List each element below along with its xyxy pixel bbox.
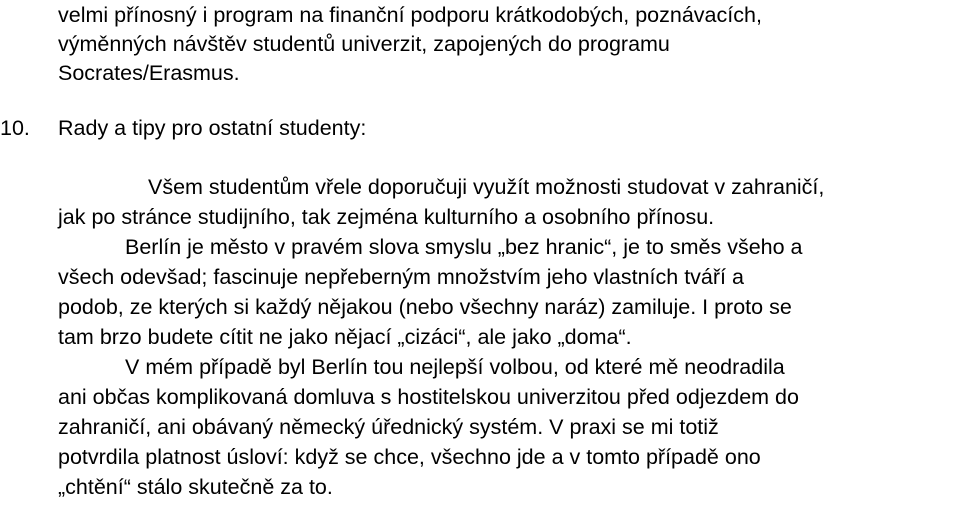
paragraph-line: „chtění“ stálo skutečně za to.	[58, 475, 333, 499]
list-item-heading: Rady a tipy pro ostatní studenty:	[58, 116, 367, 140]
paragraph-line: zahraničí, ani obávaný německý úřednický systém. V praxi se mi totiž	[58, 415, 719, 439]
text-line: výměnných návštěv studentů univerzit, zapojených do programu	[58, 32, 670, 56]
paragraph-line: V mém případě byl Berlín tou nejlepší volbou, od které mě neodradila	[125, 355, 785, 379]
paragraph-line: podob, ze kterých si každý nějakou (nebo všechny naráz) zamiluje. I proto se	[58, 295, 792, 319]
paragraph-line: jak po stránce studijního, tak zejména kulturního a osobního přínosu.	[58, 205, 715, 229]
paragraph-line: ani občas komplikovaná domluva s hostitelskou univerzitou před odjezdem do	[58, 385, 799, 409]
text-line: Socrates/Erasmus.	[58, 61, 240, 85]
paragraph-line: tam brzo budete cítit ne jako nějací „cizáci“, ale jako „doma“.	[58, 325, 632, 349]
text-line: velmi přínosný i program na finanční podporu krátkodobých, poznávacích,	[58, 3, 762, 27]
paragraph-line: všech odevšad; fascinuje nepřeberným množstvím jeho vlastních tváří a	[58, 265, 744, 289]
paragraph-line: potvrdila platnost úsloví: když se chce, všechno jde a v tomto případě ono	[58, 445, 761, 469]
paragraph-line: Všem studentům vřele doporučuji využít možnosti studovat v zahraničí,	[148, 175, 825, 199]
paragraph-line: Berlín je město v pravém slova smyslu „bez hranic“, je to směs všeho a	[125, 235, 803, 259]
list-item-number: 10.	[0, 116, 30, 140]
